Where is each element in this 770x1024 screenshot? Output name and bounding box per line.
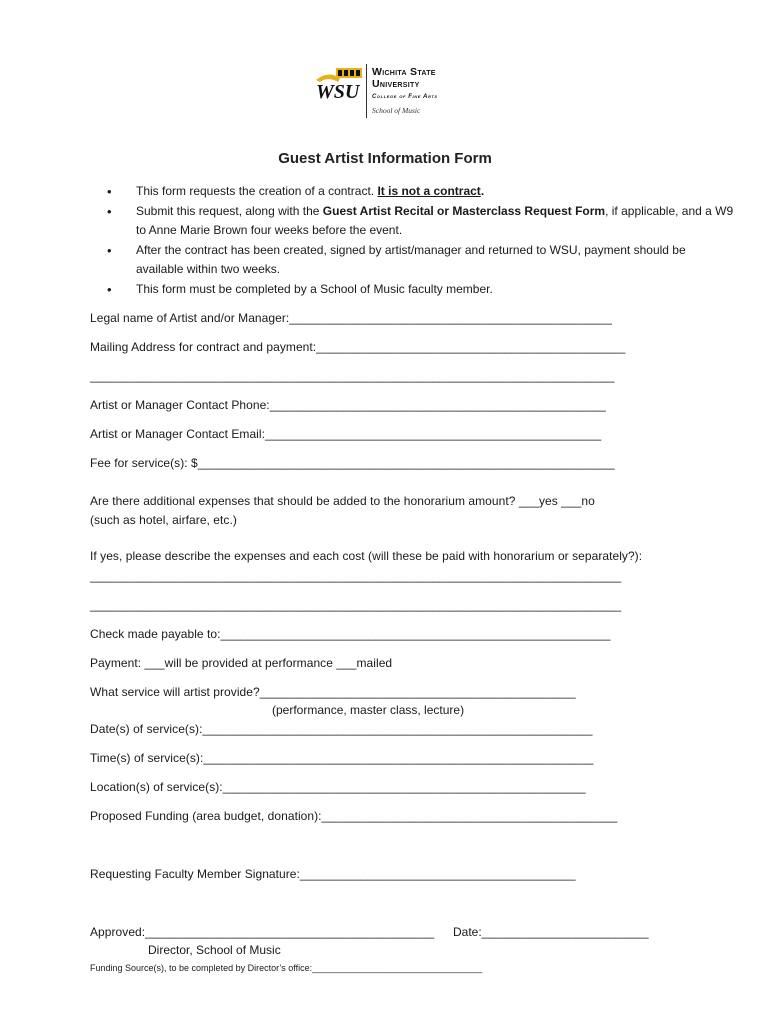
instruction-text: Submit this request, along with the: [136, 203, 323, 218]
expenses-description-line[interactable]: _______________________________________________________________________________: [90, 569, 622, 583]
page-title: Guest Artist Information Form: [278, 150, 492, 167]
school-name: School of Music: [372, 106, 421, 115]
instructions-list: [90, 182, 736, 299]
approval-date-field[interactable]: Date:_________________________: [453, 925, 649, 939]
contact-email-field[interactable]: Artist or Manager Contact Email:__________________________________________________: [90, 427, 602, 441]
college-name: College of Fine Arts: [372, 94, 438, 100]
proposed-funding-field[interactable]: Proposed Funding (area budget, donation):____________________________________________: [90, 809, 618, 823]
instruction-item: • This form must be completed by a School of Music faculty member.: [136, 280, 736, 300]
fee-field[interactable]: Fee for service(s): $______________________________________________________________: [90, 456, 615, 470]
check-payable-field[interactable]: Check made payable to:__________________________________________________________: [90, 627, 611, 641]
service-locations-field[interactable]: Location(s) of service(s):______________________________________________________: [90, 780, 586, 794]
expenses-description-line[interactable]: _______________________________________________________________________________: [90, 598, 622, 612]
service-times-field[interactable]: Time(s) of service(s):__________________________________________________________: [90, 751, 594, 765]
service-field[interactable]: What service will artist provide?_______________________________________________: [90, 685, 576, 699]
contact-phone-field[interactable]: Artist or Manager Contact Phone:__________________________________________________: [90, 398, 606, 412]
expenses-description-label: If yes, please describe the expenses and each cost (will these be paid with honorarium or separately?):: [90, 549, 643, 563]
instruction-period: .: [480, 184, 485, 198]
mailing-address-continued-field[interactable]: ______________________________________________________________________________: [90, 369, 615, 383]
director-title: Director, School of Music: [148, 943, 281, 957]
instruction-emphasis: It is not a contract: [377, 184, 481, 198]
instruction-form-name: Guest Artist Recital or Masterclass Request Form: [322, 203, 606, 218]
additional-expenses-note: (such as hotel, airfare, etc.): [90, 513, 237, 527]
instruction-item: [136, 202, 736, 241]
wsu-mark-text: WSU: [316, 81, 360, 102]
payment-method-field[interactable]: Payment: ___will be provided at performance ___mailed: [90, 656, 393, 670]
wsu-shocker-logo-icon: [314, 66, 364, 102]
wsu-logo: [314, 62, 464, 118]
legal-name-field[interactable]: Legal name of Artist and/or Manager:________________________________________________: [90, 311, 612, 325]
mailing-address-field[interactable]: Mailing Address for contract and payment:______________________________________________: [90, 340, 626, 354]
university-name-line2: University: [372, 78, 420, 90]
logo-divider: [366, 64, 367, 118]
service-dates-field[interactable]: Date(s) of service(s):__________________________________________________________: [90, 722, 593, 736]
instruction-item: • After the contract has been created, signed by artist/manager and returned to WSU, payment should be available within two weeks.: [136, 241, 736, 280]
service-hint: (performance, master class, lecture): [272, 703, 465, 717]
approved-signature-field[interactable]: Approved:___________________________________________: [90, 925, 435, 939]
university-name: [372, 66, 436, 90]
university-name-line1: Wichita State: [372, 66, 436, 78]
instruction-text: , if applicable, and a W9 to Anne Marie Brown four weeks before the event.: [136, 203, 734, 237]
instruction-item: [136, 182, 736, 202]
additional-expenses-question[interactable]: Are there additional expenses that should be added to the honorarium amount? ___yes ___no: [90, 494, 595, 508]
faculty-signature-field[interactable]: Requesting Faculty Member Signature:_________________________________________: [90, 867, 576, 881]
funding-source-field[interactable]: Funding Source(s), to be completed by Director’s office:__________________________________: [90, 963, 483, 973]
instruction-text: This form requests the creation of a contract.: [136, 184, 378, 198]
